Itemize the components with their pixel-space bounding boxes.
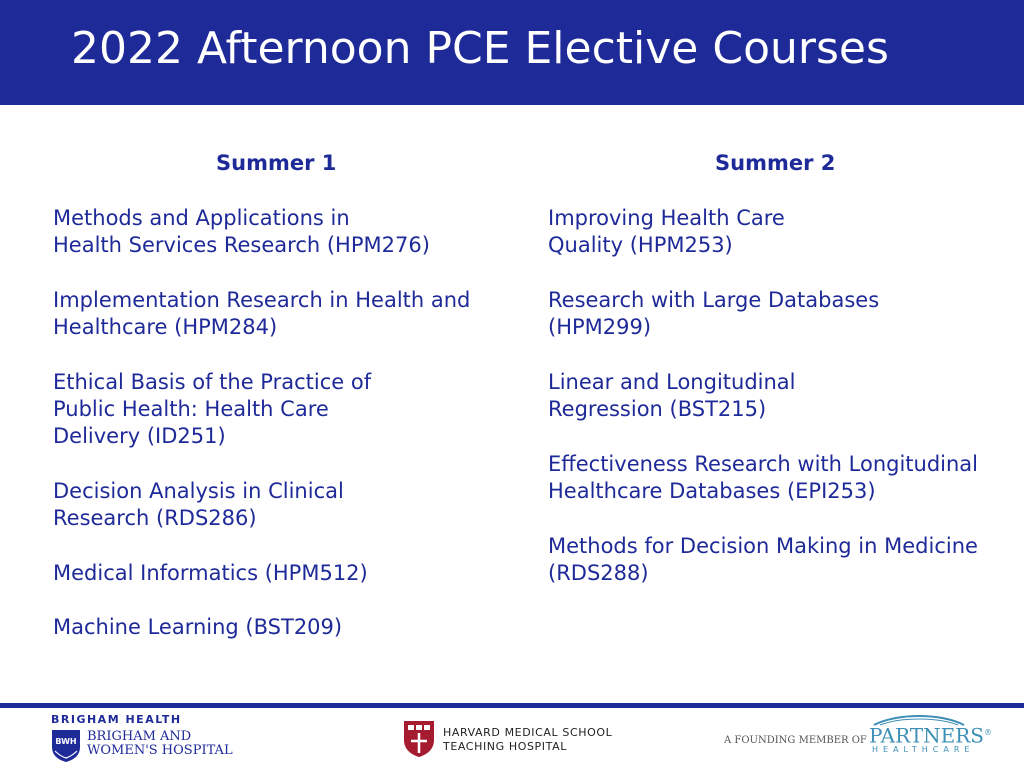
course-line: Implementation Research in Health and	[53, 287, 471, 312]
bwh-hospital-name	[87, 730, 233, 758]
bwh-shield-logo	[51, 729, 81, 763]
brigham-health-label: BRIGHAM HEALTH	[51, 713, 182, 726]
course-line: Linear and Longitudinal	[548, 369, 796, 394]
summer-2-course-list	[548, 205, 1018, 587]
bwh-name-line-1: BRIGHAM AND	[87, 729, 192, 744]
footer-divider	[0, 703, 1024, 708]
course-line: Public Health: Health Care	[53, 397, 329, 422]
course-entry	[53, 205, 523, 260]
course-line: Methods and Applications in	[53, 206, 350, 230]
slide-title: 2022 Afternoon PCE Elective Courses	[71, 23, 889, 74]
partners-logo-text	[869, 722, 992, 747]
course-line: Medical Informatics (HPM512)	[53, 560, 368, 585]
course-line: Delivery (ID251)	[53, 424, 226, 449]
course-entry	[53, 614, 523, 641]
course-line: Effectiveness Research with Longitudinal	[548, 451, 979, 476]
course-entry	[548, 287, 1018, 342]
healthcare-label: HEALTHCARE	[872, 745, 975, 754]
course-entry	[548, 369, 1018, 424]
summer-1-heading: Summer 1	[216, 151, 337, 175]
course-entry	[53, 478, 523, 533]
course-line: Methods for Decision Making in Medicine	[548, 533, 978, 558]
course-line: Improving Health Care	[548, 206, 785, 230]
summer-2-heading: Summer 2	[715, 151, 836, 175]
course-line: Research (RDS286)	[53, 506, 257, 531]
summer-1-course-list	[53, 205, 523, 642]
registered-mark: ®	[983, 728, 992, 737]
founding-member-text: A FOUNDING MEMBER OF	[724, 735, 867, 746]
hms-line-1: HARVARD MEDICAL SCHOOL	[443, 726, 613, 739]
summer-2-column	[548, 150, 1018, 614]
bwh-name-line-2: WOMEN'S HOSPITAL	[87, 743, 233, 758]
course-line: (HPM299)	[548, 315, 652, 340]
bwh-abbrev: BWH	[55, 737, 77, 746]
course-entry	[53, 287, 523, 342]
harvard-shield-logo	[403, 720, 435, 758]
course-line: Decision Analysis in Clinical	[53, 478, 344, 503]
title-bar	[0, 0, 1024, 105]
course-line: Regression (BST215)	[548, 397, 767, 422]
course-entry	[548, 533, 1018, 588]
course-entry	[53, 369, 523, 451]
course-line: (RDS288)	[548, 560, 649, 585]
course-line: Health Services Research (HPM276)	[53, 233, 430, 258]
course-line: Healthcare Databases (EPI253)	[548, 478, 876, 503]
course-line: Healthcare (HPM284)	[53, 315, 278, 340]
course-line: Quality (HPM253)	[548, 233, 733, 258]
summer-1-column	[53, 150, 523, 669]
course-entry	[548, 451, 1018, 506]
course-entry	[548, 205, 1018, 260]
course-entry	[53, 560, 523, 587]
partners-word: PARTNERS	[869, 723, 984, 748]
course-line: Machine Learning (BST209)	[53, 615, 343, 640]
hms-teaching-hospital	[443, 726, 612, 754]
course-line: Ethical Basis of the Practice of	[53, 369, 372, 394]
hms-line-2: TEACHING HOSPITAL	[443, 740, 567, 753]
course-line: Research with Large Databases	[548, 287, 880, 312]
